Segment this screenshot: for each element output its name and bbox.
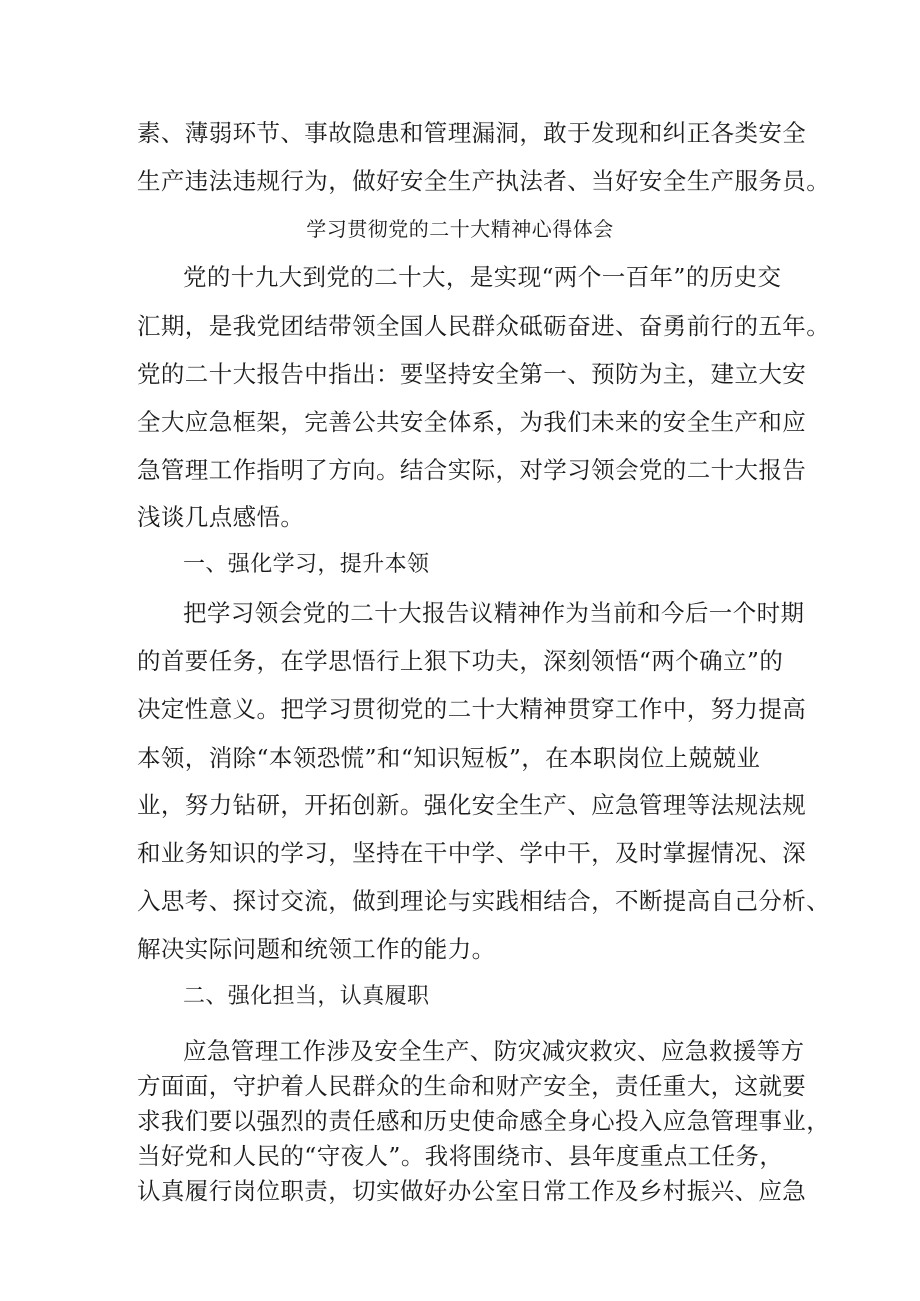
- document-title: 学习贯彻党的二十大精神心得体会: [306, 217, 614, 241]
- section-heading: 一、强化学习，提升本领: [183, 552, 430, 577]
- text-line: 把学习领会党的二十大报告议精神作为当前和今后一个时期: [183, 599, 805, 627]
- text-line: 的首要任务，在学思悟行上狠下功夫，深刻领悟“两个确立”的: [137, 647, 784, 675]
- text-line: 决定性意义。把学习贯彻党的二十大精神贯穿工作中，努力提高: [137, 695, 807, 723]
- text-line: 求我们要以强烈的责任感和历史使命感全身心投入应急管理事业，: [137, 1107, 831, 1135]
- text-line: 方面面，守护着人民群众的生命和财产安全，责任重大，这就要: [137, 1072, 807, 1100]
- text-line: 全大应急框架，完善公共安全体系，为我们未来的安全生产和应: [137, 408, 807, 436]
- text-line: 应急管理工作涉及安全生产、防灾减灾救灾、应急救援等方: [183, 1037, 805, 1065]
- text-line: 汇期，是我党团结带领全国人民群众砥砺奋进、奋勇前行的五年。: [137, 312, 831, 340]
- text-line: 生产违法违规行为，做好安全生产执法者、当好安全生产服务员。: [137, 167, 831, 195]
- text-line: 党的十九大到党的二十大，是实现“两个一百年”的历史交: [183, 263, 782, 291]
- text-line: 和业务知识的学习，坚持在干中学、学中干，及时掌握情况、深: [137, 839, 807, 867]
- text-line: 解决实际问题和统领工作的能力。: [137, 935, 496, 963]
- text-line: 急管理工作指明了方向。结合实际，对学习领会党的二十大报告: [137, 456, 807, 484]
- section-heading: 二、强化担当，认真履职: [183, 984, 430, 1009]
- text-line: 本领，消除“本领恐慌”和“知识短板”，在本职岗位上兢兢业: [137, 744, 761, 772]
- text-line: 党的二十大报告中指出：要坚持安全第一、预防为主，建立大安: [137, 360, 807, 388]
- text-line: 业，努力钻研，开拓创新。强化安全生产、应急管理等法规法规: [137, 791, 807, 819]
- text-line: 认真履行岗位职责，切实做好办公室日常工作及乡村振兴、应急: [137, 1177, 807, 1205]
- text-line: 浅谈几点感悟。: [137, 503, 305, 531]
- text-line: 入思考、探讨交流，做到理论与实践相结合，不断提高自己分析、: [137, 887, 831, 915]
- text-line: 当好党和人民的“守夜人”。我将围绕市、县年度重点工任务，: [137, 1142, 784, 1170]
- text-line: 素、薄弱环节、事故隐患和管理漏洞，敢于发现和纠正各类安全: [137, 119, 807, 147]
